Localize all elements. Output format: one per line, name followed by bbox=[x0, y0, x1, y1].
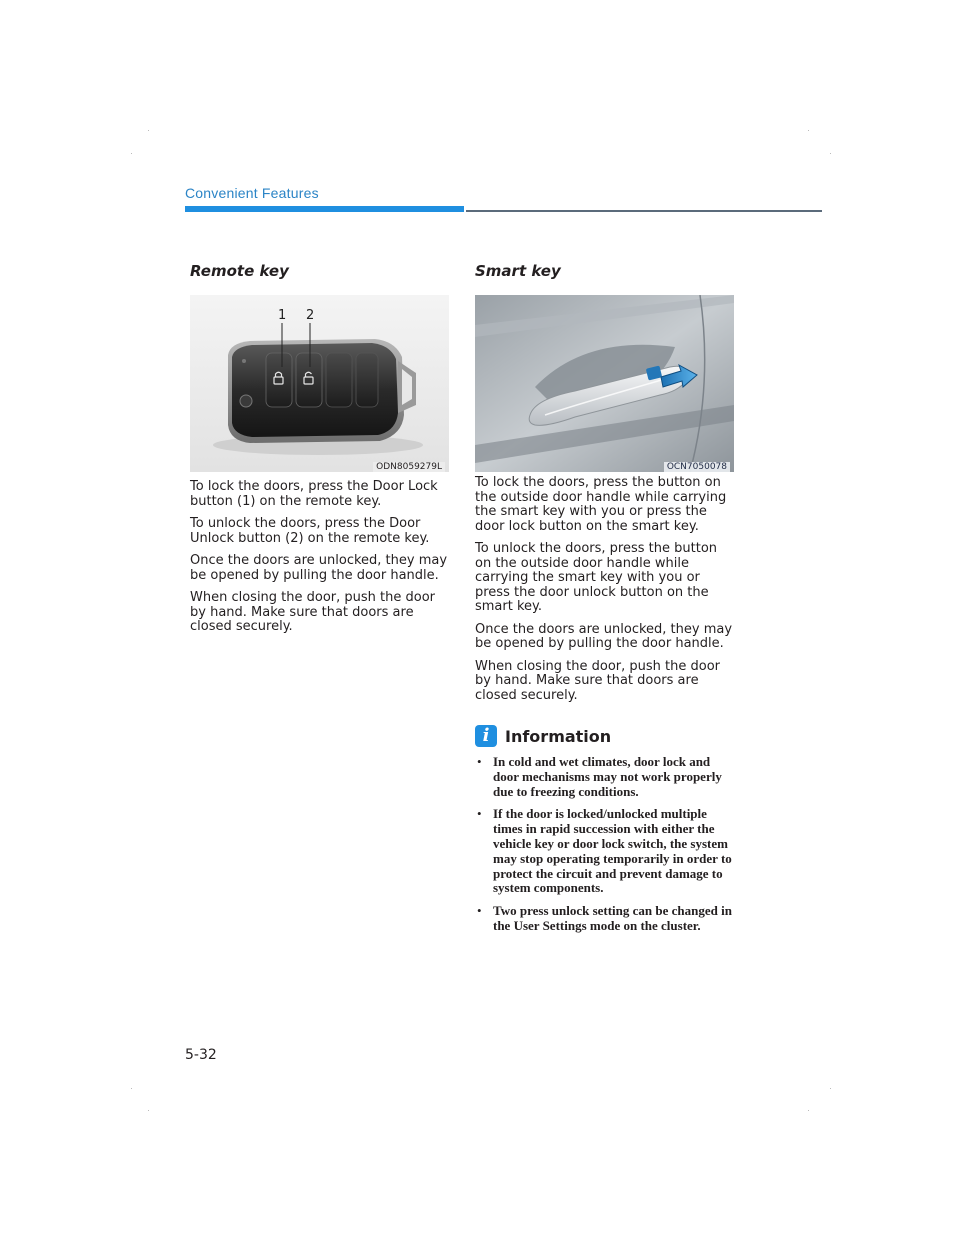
section-title: Convenient Features bbox=[185, 185, 319, 201]
paragraph: When closing the door, push the door by hand. Make sure that doors are closed securely. bbox=[475, 658, 721, 703]
page-number: 5-32 bbox=[185, 1047, 217, 1063]
header-rule-accent bbox=[185, 206, 464, 212]
info-icon: i bbox=[475, 725, 497, 747]
crop-mark bbox=[131, 1088, 132, 1089]
crop-mark bbox=[830, 153, 831, 154]
figure-code: ODN8059279L bbox=[373, 462, 445, 472]
crop-mark bbox=[148, 1110, 149, 1111]
smart-key-figure bbox=[475, 295, 734, 472]
paragraph: To lock the doors, press the Door Lock button (1) on the remote key. bbox=[190, 479, 438, 509]
callout-1: 1 bbox=[278, 308, 287, 323]
header-rule bbox=[466, 210, 822, 212]
paragraph: When closing the door, push the door by hand. Make sure that doors are closed securely. bbox=[190, 590, 436, 634]
information-title: Information bbox=[505, 726, 612, 746]
crop-mark bbox=[808, 130, 809, 131]
callout-2: 2 bbox=[306, 308, 315, 323]
paragraph: To lock the doors, press the button on the outside door handle while carrying the smart key with you or press the door lock button on the smart key. bbox=[475, 475, 727, 534]
crop-mark bbox=[808, 1110, 809, 1111]
paragraph: Once the doors are unlocked, they may be opened by pulling the door handle. bbox=[190, 553, 448, 583]
door-handle-illustration bbox=[475, 295, 734, 472]
paragraph: To unlock the doors, press the button on the outside door handle while carrying the smart key with you or press the door unlock button on the smart key. bbox=[475, 541, 718, 614]
figure-code: OCN7050078 bbox=[664, 462, 730, 472]
crop-mark bbox=[131, 153, 132, 154]
information-box-header bbox=[475, 725, 735, 747]
information-list bbox=[475, 755, 737, 934]
smart-key-section bbox=[475, 262, 735, 942]
remote-key-heading: Remote key bbox=[190, 262, 289, 280]
remote-key-illustration bbox=[190, 295, 449, 472]
smart-key-heading: Smart key bbox=[475, 262, 561, 280]
crop-mark bbox=[148, 130, 149, 131]
paragraph: To unlock the doors, press the Door Unlock button (2) on the remote key. bbox=[190, 516, 430, 546]
list-item: • Two press unlock setting can be changed in the User Settings mode on the cluster. bbox=[475, 904, 737, 934]
list-item: • If the door is locked/unlocked multiple times in rapid succession with either the vehicle key or door lock switch, the system may stop operating temporarily in order to protect the circuit and prevent damage to system components. bbox=[475, 807, 737, 896]
paragraph: Once the doors are unlocked, they may be opened by pulling the door handle. bbox=[475, 621, 733, 651]
crop-mark bbox=[830, 1088, 831, 1089]
remote-key-figure bbox=[190, 295, 449, 472]
list-item: • In cold and wet climates, door lock and door mechanisms may not work properly due to freezing conditions. bbox=[475, 755, 737, 799]
remote-key-section bbox=[190, 262, 450, 635]
